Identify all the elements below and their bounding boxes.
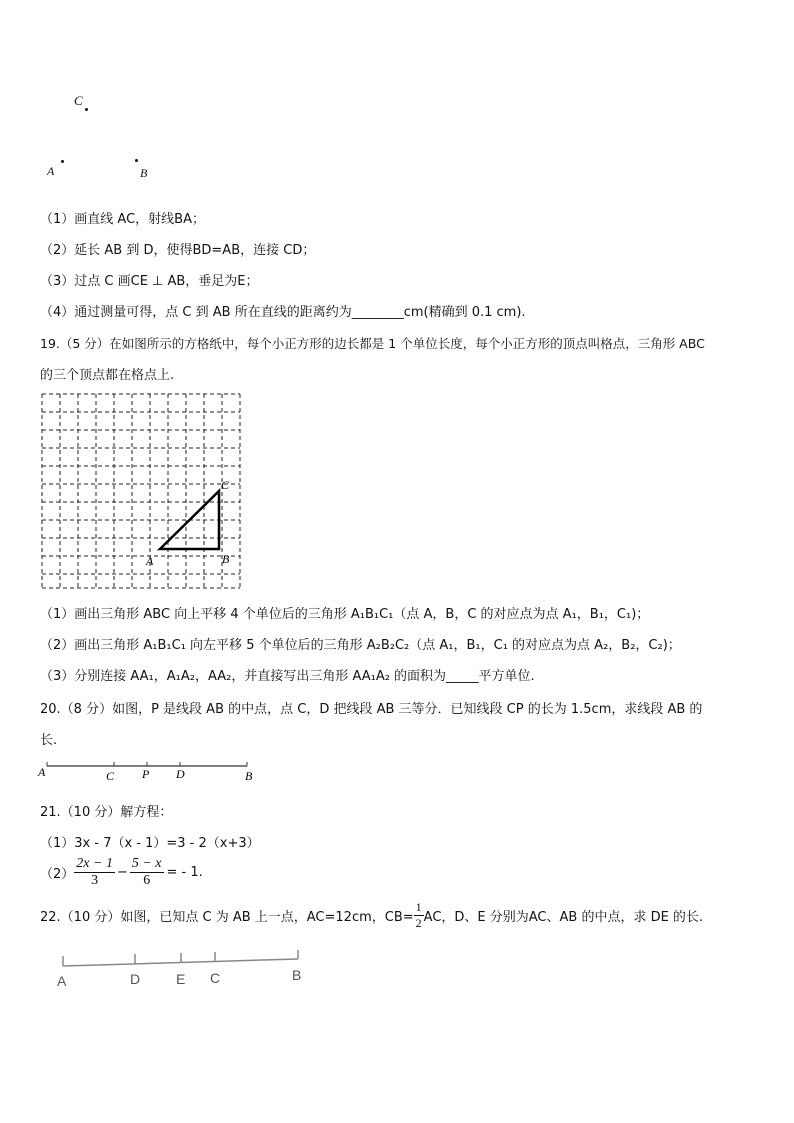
triangle-label-c: C: [221, 478, 230, 492]
q21-fraction-2: [130, 856, 164, 889]
segment-figure-q20: [36, 756, 266, 786]
q20-label-a: A: [38, 765, 46, 779]
q21-eq-2: [40, 856, 203, 889]
q20-label-b: B: [245, 769, 253, 783]
q21-minus: −: [116, 865, 128, 880]
q22-label-b: B: [292, 967, 302, 983]
q18-step-2: （2）延长 AB 到 D，使得BD=AB，连接 CD；: [40, 243, 316, 258]
dashed-grid: [42, 394, 240, 588]
q22-fraction-den: 2: [415, 916, 422, 930]
q20-stem-line-2: 长.: [40, 733, 58, 748]
q22-stem-post: AC，D、E 分别为AC、AB 的中点，求 DE 的长.: [423, 910, 704, 925]
q20-label-p: P: [142, 767, 150, 781]
q21-fraction-1-num: 2x − 1: [76, 856, 113, 871]
q20-label-c: C: [106, 769, 115, 783]
q19-step-1: （1）画出三角形 ABC 向上平移 4 个单位后的三角形 A₁B₁C₁（点 A，B，C 的对应点为点 A₁，B₁，C₁)；: [40, 607, 650, 622]
point-c-dot: [85, 108, 88, 111]
point-a-dot: [61, 160, 64, 163]
q21-rhs: = - 1.: [166, 865, 203, 880]
q18-step-1: （1）画直线 AC，射线BA；: [40, 212, 205, 227]
q19-step-3: （3）分别连接 AA₁，A₁A₂，AA₂，并直接写出三角形 AA₁A₂ 的面积为_____平方单位.: [40, 669, 535, 684]
q21-fraction-2-den: 6: [143, 873, 151, 888]
q20-label-d: D: [176, 767, 185, 781]
q21-eq-2-label: （2）: [40, 867, 75, 882]
triangle-label-a: A: [146, 554, 154, 568]
q21-fraction-2-num: 5 − x: [131, 856, 162, 871]
q22-stem: [40, 900, 703, 931]
q22-fraction-num: 1: [415, 900, 422, 914]
triangle-label-b: B: [222, 552, 230, 566]
q18-step-4: （4）通过测量可得，点 C 到 AB 所在直线的距离约为________cm(精确到 0.1 cm).: [40, 305, 526, 320]
q20-stem-line-1: 20.（8 分）如图，P 是线段 AB 的中点，点 C，D 把线段 AB 三等分．已知线段 CP 的长为 1.5cm，求线段 AB 的: [40, 702, 703, 717]
point-a-label: A: [47, 164, 55, 178]
q22-label-e: E: [176, 971, 186, 987]
q19-stem-line-2: 的三个顶点都在格点上.: [40, 368, 175, 383]
grid-figure: [38, 390, 248, 595]
q22-label-d: D: [130, 971, 141, 987]
q22-label-c: C: [210, 970, 221, 986]
q18-step-3: （3）过点 C 画CE ⊥ AB，垂足为E；: [40, 274, 259, 289]
point-b-dot: [135, 159, 138, 162]
q22-fraction: [414, 900, 424, 931]
q19-stem-line-1: 19.（5 分）在如图所示的方格纸中，每个小正方形的边长都是 1 个单位长度，每个小正方形的顶点叫格点，三角形 ABC: [40, 336, 705, 351]
segment-figure-q22: [52, 950, 322, 995]
point-b-label: B: [140, 166, 148, 180]
q21-fraction-1-den: 3: [91, 873, 99, 888]
q19-step-2: （2）画出三角形 A₁B₁C₁ 向左平移 5 个单位后的三角形 A₂B₂C₂（点 A₁，B₁，C₁ 的对应点为点 A₂，B₂，C₂)；: [40, 638, 681, 653]
q21-fraction-1: [74, 856, 115, 889]
q22-stem-pre: 22.（10 分）如图，已知点 C 为 AB 上一点，AC=12cm，CB=: [40, 910, 414, 925]
point-c-label: C: [74, 93, 83, 108]
q21-eq-1: （1）3x - 7（x - 1）=3 - 2（x+3）: [40, 836, 260, 851]
q22-label-a: A: [57, 973, 67, 989]
q21-title: 21.（10 分）解方程：: [40, 805, 173, 820]
